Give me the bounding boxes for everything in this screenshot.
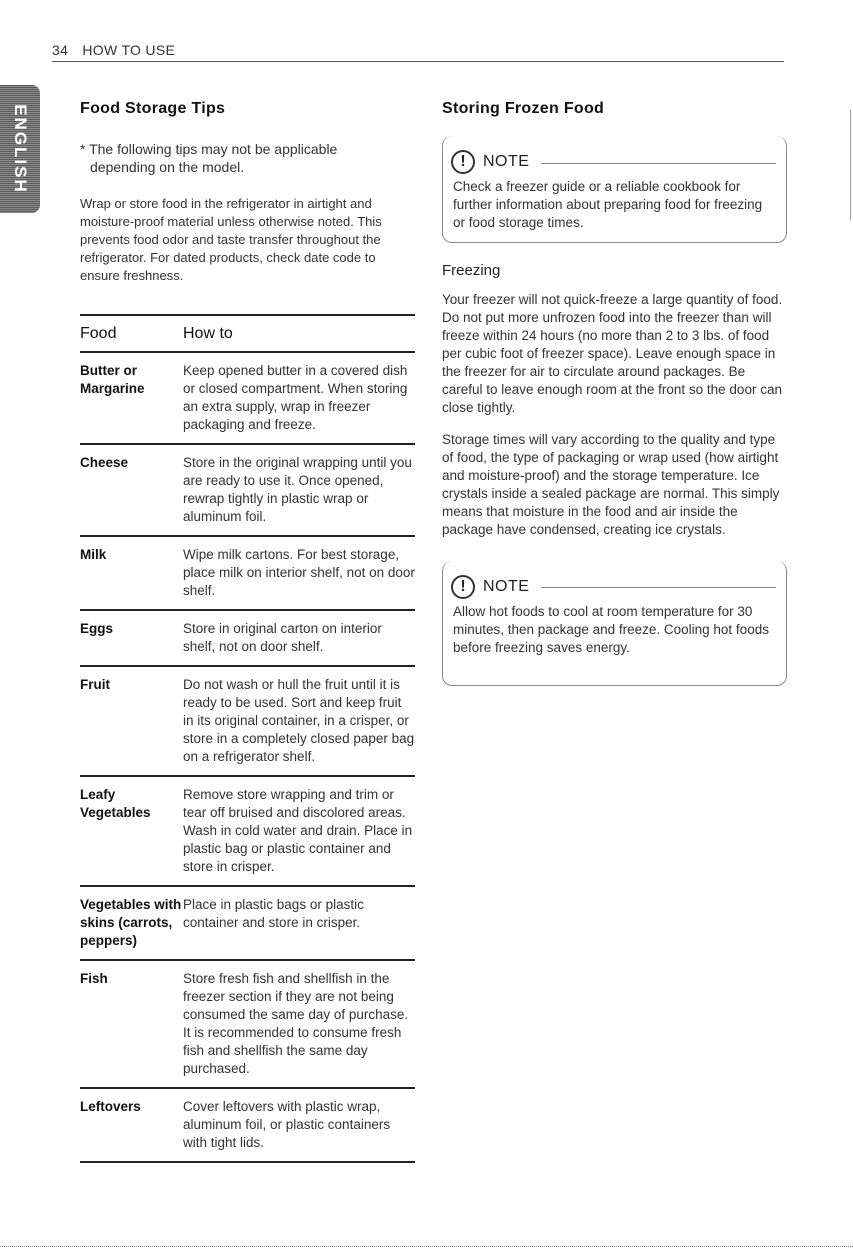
howto-cell: Store fresh fish and shellfish in the freezer section if they are not being consumed the same day of purchase. It is recommended to consume fresh fish and shellfish the same day purchased. [183,960,415,1088]
intro-paragraph: Wrap or store food in the refrigerator in airtight and moisture-proof material unless otherwise noted. This prevents food odor and taste transfer throughout the refrigerator. For dated products, check date code to ensure freshness. [80,196,382,283]
freezing-paragraph-1: Your freezer will not quick-freeze a large quantity of food. Do not put more unfrozen food into the freezer than will freeze within 24 hours (no more than 2 to 3 lbs. of food per cubic foot of freezer space). Leave enough space in the freezer for air to circulate around packages. Be careful to leave enough room at the front so the door can close tightly. [442,292,783,415]
table-header-row [80,315,415,352]
table-row [80,444,415,536]
food-cell: Butter or Margarine [80,352,183,444]
howto-cell: Wipe milk cartons. For best storage, place milk on interior shelf, not on door shelf. [183,536,415,610]
exclamation-icon: ! [451,575,475,599]
storing-frozen-food-heading: Storing Frozen Food [442,100,605,117]
howto-cell: Cover leftovers with plastic wrap, aluminum foil, or plastic containers with tight lids. [183,1088,415,1162]
food-cell: Milk [80,536,183,610]
table-row [80,960,415,1088]
food-cell: Leftovers [80,1088,183,1162]
food-storage-tips-column [80,100,415,1163]
table-row [80,536,415,610]
food-cell: Fruit [80,666,183,776]
howto-cell: Place in plastic bags or plastic container and store in crisper. [183,886,415,960]
language-tab [0,85,40,213]
storing-frozen-food-column [442,100,787,686]
note-label: NOTE [483,577,530,595]
food-column-header: Food [80,315,183,352]
table-row [80,610,415,666]
note-divider [541,587,776,588]
note-box-hot-foods [442,561,787,686]
note-label: NOTE [483,153,530,170]
howto-column-header: How to [183,315,415,352]
food-cell: Cheese [80,444,183,536]
section-title: HOW TO USE [82,42,176,58]
page-bottom-rule [0,1246,853,1247]
freezing-paragraph-2: Storage times will vary according to the quality and type of food, the type of packaging or wrap used (how airtight and moisture-proof) and the storage temperature. Ice crystals inside a sealed package are normal. This simply means that moisture in the food and air inside the package have condensed, creating ice crystals. [442,431,780,537]
note-header [451,571,776,603]
page-number: 34 [52,42,69,58]
note-header [451,146,776,178]
howto-cell: Store in the original wrapping until you are ready to use it. Once opened, rewrap tightly in plastic wrap or aluminum foil. [183,444,415,536]
note-box-freezer-guide [442,136,787,243]
table-row [80,886,415,960]
howto-cell: Do not wash or hull the fruit until it is ready to be used. Sort and keep fruit in its original container, in a crisper, or store in a completely closed paper bag on a refrigerator shelf. [183,666,415,776]
note-text: Check a freezer guide or a reliable cookbook for further information about preparing food for freezing or food storage times. [453,179,763,230]
food-storage-tips-heading: Food Storage Tips [80,100,226,117]
howto-cell: Store in original carton on interior shelf, not on door shelf. [183,610,415,666]
table-row [80,352,415,444]
applicability-note-line1: * The following tips may not be applicable [80,141,338,157]
howto-cell: Keep opened butter in a covered dish or closed compartment. When storing an extra supply, wrap in freezer packaging and freeze. [183,352,415,444]
freezing-subheading: Freezing [442,262,501,279]
food-cell: Leafy Vegetables [80,776,183,886]
howto-cell: Remove store wrapping and trim or tear off bruised and discolored areas. Wash in cold water and drain. Place in plastic bag or plastic container and store in crisper. [183,776,415,886]
food-storage-table [80,314,415,1163]
note-divider [541,163,776,164]
exclamation-icon: ! [451,150,475,174]
food-cell: Fish [80,960,183,1088]
page-header [52,42,784,62]
applicability-note [80,140,415,176]
note-text: Allow hot foods to cool at room temperature for 30 minutes, then package and freeze. Cooling hot foods before freezing saves energy. [453,603,769,655]
applicability-note-line2: depending on the model. [90,159,245,175]
margin-rule [850,110,851,220]
food-cell: Eggs [80,610,183,666]
table-row [80,1088,415,1162]
food-cell: Vegetables with skins (carrots, peppers) [80,886,183,960]
language-tab-label: ENGLISH [11,104,30,194]
table-row [80,666,415,776]
table-row [80,776,415,886]
